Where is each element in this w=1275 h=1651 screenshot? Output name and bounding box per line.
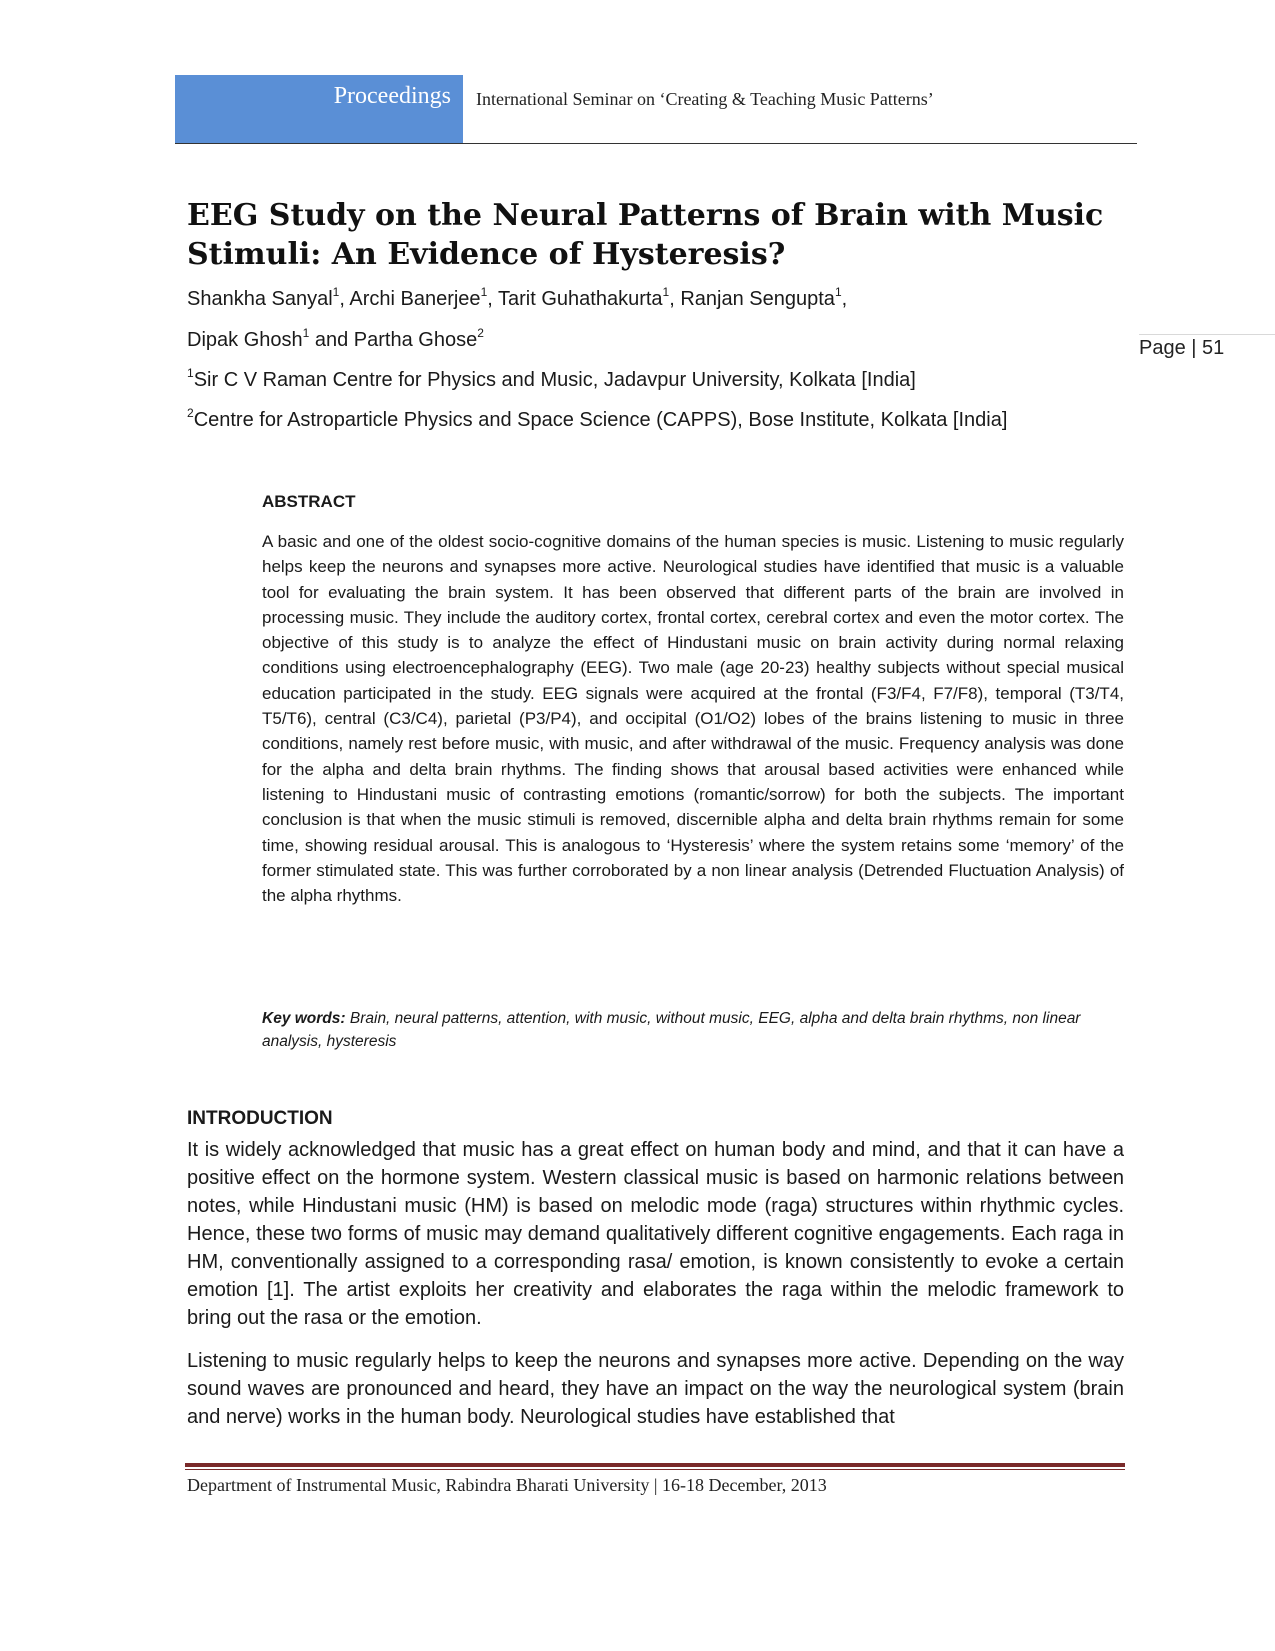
seminar-title: International Seminar on ‘Creating & Teaching Music Patterns’ — [476, 89, 934, 109]
author-sep: , — [669, 288, 681, 310]
author-sup: 1 — [834, 285, 842, 299]
author-name: Dipak Ghosh — [187, 329, 303, 351]
author-sup: 1 — [332, 285, 340, 299]
author-sup: 1 — [662, 285, 670, 299]
author-sup: 1 — [480, 285, 488, 299]
proceedings-banner — [175, 75, 463, 143]
authors-line-1 — [187, 285, 847, 311]
affiliation-text: Centre for Astroparticle Physics and Space Science (CAPPS), Bose Institute, Kolkata [India] — [193, 409, 1008, 431]
keywords-label: Key words: — [262, 1010, 346, 1027]
author-sep: , — [487, 288, 499, 310]
proceedings-label: Proceedings — [333, 83, 451, 109]
author-name: Tarit Guhathakurta — [498, 288, 663, 310]
author-sep: , — [841, 288, 848, 310]
footer-rule-thin — [185, 1469, 1125, 1470]
affiliation-1 — [187, 366, 916, 392]
author-sup: 1 — [302, 326, 310, 340]
page-number: Page | 51 — [1139, 334, 1275, 360]
author-name: Ranjan Sengupta — [680, 288, 835, 310]
author-name: Shankha Sanyal — [187, 288, 333, 310]
affiliation-text: Sir C V Raman Centre for Physics and Music, Jadavpur University, Kolkata [India] — [193, 369, 916, 391]
author-name: Archi Banerjee — [349, 288, 481, 310]
header-rule — [175, 143, 1137, 144]
paper-title: EEG Study on the Neural Patterns of Brain with Music Stimuli: An Evidence of Hysteresis? — [187, 198, 1104, 272]
author-sep: , — [339, 288, 350, 310]
affiliation-2 — [187, 406, 1007, 432]
affiliation-sup: 1 — [187, 366, 194, 380]
keywords — [262, 1007, 1124, 1053]
affiliation-sup: 2 — [187, 406, 194, 420]
intro-paragraph-2: Listening to music regularly helps to keep the neurons and synapses more active. Depending on the way sound waves are pronounced and heard, they have an impact on the way the neurological system (brain and nerve) works in the human body. Neurological studies have established that — [187, 1350, 1124, 1428]
author-sup: 2 — [477, 326, 484, 340]
authors-line-2 — [187, 326, 484, 352]
abstract-heading: ABSTRACT — [262, 492, 356, 511]
footer-rule-thick — [185, 1463, 1125, 1467]
intro-paragraph-1: It is widely acknowledged that music has a great effect on human body and mind, and that it can have a positive effect on the hormone system. Western classical music is based on harmonic relations between notes, while Hindustani music (HM) is based on melodic mode (raga) structures within rhythmic cycles. Hence, these two forms of music may demand qualitatively different cognitive engagements. Each raga in HM, conventionally assigned to a corresponding rasa/ emotion, is known consistently to evoke a certain emotion [1]. The artist exploits her creativity and elaborates the raga within the melodic framework to bring out the rasa or the emotion. — [187, 1139, 1124, 1329]
author-sep: and — [309, 329, 354, 351]
footer-text: Department of Instrumental Music, Rabindra Bharati University | 16-18 December, 2013 — [187, 1475, 827, 1495]
abstract-text: A basic and one of the oldest socio-cognitive domains of the human species is music. Listening to music regularly helps keep the neurons and synapses more active. Neurological studies have identified that music is a valuable tool for evaluating the brain system. It has been observed that different parts of the brain are involved in processing music. They include the auditory cortex, frontal cortex, cerebral cortex and even the motor cortex. The objective of this study is to analyze the effect of Hindustani music on brain activity during normal relaxing conditions using electroencephalography (EEG). Two male (age 20-23) healthy subjects without special musical education participated in the study. EEG signals were acquired at the frontal (F3/F4, F7/F8), temporal (T3/T4, T5/T6), central (C3/C4), parietal (P3/P4), and occipital (O1/O2) lobes of the brains listening to music in three conditions, namely rest before music, with music, and after withdrawal of the music. Frequency analysis was done for the alpha and delta brain rhythms. The finding shows that arousal based activities were enhanced while listening to Hindustani music of contrasting emotions (romantic/sorrow) for both the subjects. The important conclusion is that when the music stimuli is removed, discernible alpha and delta brain rhythms remain for some time, showing residual arousal. This is analogous to ‘Hysteresis’ where the system retains some ‘memory’ of the former stimulated state. This was further corroborated by a non linear analysis (Detrended Fluctuation Analysis) of the alpha rhythms. — [262, 532, 1124, 906]
keywords-text: Brain, neural patterns, attention, with music, without music, EEG, alpha and delta brain rhythms, non linear analysis, hysteresis — [262, 1010, 1081, 1050]
introduction-heading: INTRODUCTION — [187, 1108, 333, 1129]
author-name: Partha Ghose — [353, 329, 478, 351]
